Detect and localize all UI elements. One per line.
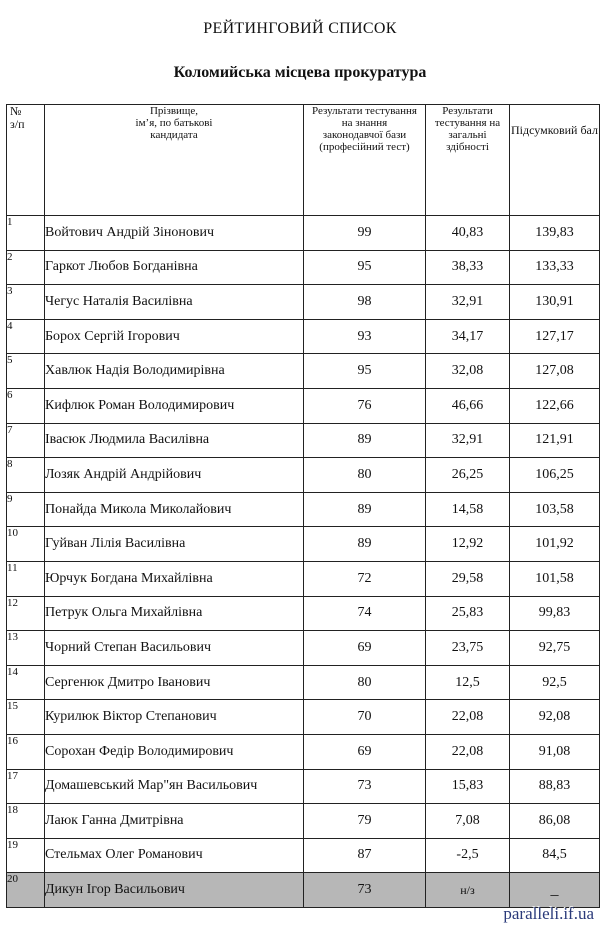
row-num: 4 <box>7 319 45 354</box>
candidate-name: Дикун Ігор Васильович <box>45 873 304 908</box>
total-score: 92,08 <box>510 700 600 735</box>
row-num: 1 <box>7 216 45 251</box>
legal-test-score: 87 <box>304 838 426 873</box>
total-score: 139,83 <box>510 216 600 251</box>
legal-test-score: 80 <box>304 458 426 493</box>
header-name <box>45 105 304 216</box>
candidate-name: Чорний Степан Васильович <box>45 631 304 666</box>
row-num: 15 <box>7 700 45 735</box>
rating-table <box>6 104 600 908</box>
legal-test-score: 79 <box>304 804 426 839</box>
general-test-score: 46,66 <box>426 388 510 423</box>
total-score: 121,91 <box>510 423 600 458</box>
row-num: 18 <box>7 804 45 839</box>
candidate-name: Петрук Ольга Михайлівна <box>45 596 304 631</box>
header-name-label: Прізвище, ім’я, по батькові кандидата <box>135 105 213 141</box>
general-test-score: 29,58 <box>426 561 510 596</box>
table-row <box>7 285 600 320</box>
total-score: 101,92 <box>510 527 600 562</box>
header-general-test-label: Результати тестування на загальні здібності <box>434 105 501 153</box>
total-score: 133,33 <box>510 250 600 285</box>
candidate-name: Лаюк Ганна Дмитрівна <box>45 804 304 839</box>
candidate-name: Чегус Наталія Василівна <box>45 285 304 320</box>
candidate-name: Борох Сергій Ігорович <box>45 319 304 354</box>
general-test-score: 32,91 <box>426 423 510 458</box>
candidate-name: Сергенюк Дмитро Іванович <box>45 665 304 700</box>
table-header-row <box>7 105 600 216</box>
table-row <box>7 250 600 285</box>
row-num: 11 <box>7 561 45 596</box>
legal-test-score: 95 <box>304 354 426 389</box>
legal-test-score: 89 <box>304 527 426 562</box>
row-num: 5 <box>7 354 45 389</box>
general-test-score: н/з <box>426 873 510 908</box>
legal-test-score: 72 <box>304 561 426 596</box>
header-legal-test <box>304 105 426 216</box>
total-score: 86,08 <box>510 804 600 839</box>
legal-test-score: 70 <box>304 700 426 735</box>
general-test-score: -2,5 <box>426 838 510 873</box>
table-row <box>7 838 600 873</box>
total-score: 130,91 <box>510 285 600 320</box>
general-test-score: 12,92 <box>426 527 510 562</box>
table-row <box>7 388 600 423</box>
candidate-name: Войтович Андрій Зінонович <box>45 216 304 251</box>
legal-test-score: 76 <box>304 388 426 423</box>
total-score: 88,83 <box>510 769 600 804</box>
table-row <box>7 665 600 700</box>
row-num: 12 <box>7 596 45 631</box>
table-row <box>7 631 600 666</box>
candidate-name: Івасюк Людмила Василівна <box>45 423 304 458</box>
legal-test-score: 73 <box>304 769 426 804</box>
legal-test-score: 80 <box>304 665 426 700</box>
general-test-score: 23,75 <box>426 631 510 666</box>
header-total <box>510 105 600 216</box>
table-row <box>7 458 600 493</box>
legal-test-score: 95 <box>304 250 426 285</box>
total-score: 127,08 <box>510 354 600 389</box>
row-num: 6 <box>7 388 45 423</box>
total-score: 106,25 <box>510 458 600 493</box>
row-num: 2 <box>7 250 45 285</box>
header-total-label: Підсумковий бал <box>511 123 598 137</box>
table-row <box>7 354 600 389</box>
total-score: 92,5 <box>510 665 600 700</box>
legal-test-score: 99 <box>304 216 426 251</box>
total-score: 84,5 <box>510 838 600 873</box>
table-row <box>7 561 600 596</box>
total-score: 127,17 <box>510 319 600 354</box>
table-row <box>7 769 600 804</box>
general-test-score: 32,08 <box>426 354 510 389</box>
table-row <box>7 700 600 735</box>
candidate-name: Сорохан Федір Володимирович <box>45 734 304 769</box>
site-watermark: paralleli.if.ua <box>503 904 594 923</box>
candidate-name: Понайда Микола Миколайович <box>45 492 304 527</box>
header-num-label: № з/п <box>10 104 25 131</box>
table-row <box>7 492 600 527</box>
table-row <box>7 596 600 631</box>
general-test-score: 26,25 <box>426 458 510 493</box>
candidate-name: Курилюк Віктор Степанович <box>45 700 304 735</box>
general-test-score: 34,17 <box>426 319 510 354</box>
table-row <box>7 216 600 251</box>
total-score: 103,58 <box>510 492 600 527</box>
legal-test-score: 89 <box>304 423 426 458</box>
candidate-name: Хавлюк Надія Володимирівна <box>45 354 304 389</box>
row-num: 10 <box>7 527 45 562</box>
document-subtitle: Коломийська місцева прокуратура <box>173 64 427 81</box>
row-num: 17 <box>7 769 45 804</box>
total-score: 91,08 <box>510 734 600 769</box>
row-num: 16 <box>7 734 45 769</box>
header-general-test <box>426 105 510 216</box>
candidate-name: Лозяк Андрій Андрійович <box>45 458 304 493</box>
candidate-name: Стельмах Олег Романович <box>45 838 304 873</box>
row-num: 8 <box>7 458 45 493</box>
row-num: 14 <box>7 665 45 700</box>
table-row <box>7 527 600 562</box>
total-score: 92,75 <box>510 631 600 666</box>
candidate-name: Кифлюк Роман Володимирович <box>45 388 304 423</box>
header-num <box>7 105 45 216</box>
table-row <box>7 423 600 458</box>
candidate-name: Домашевський Мар"ян Васильович <box>45 769 304 804</box>
general-test-score: 25,83 <box>426 596 510 631</box>
row-num: 3 <box>7 285 45 320</box>
general-test-score: 12,5 <box>426 665 510 700</box>
general-test-score: 14,58 <box>426 492 510 527</box>
general-test-score: 40,83 <box>426 216 510 251</box>
legal-test-score: 93 <box>304 319 426 354</box>
total-score: 101,58 <box>510 561 600 596</box>
general-test-score: 7,08 <box>426 804 510 839</box>
legal-test-score: 74 <box>304 596 426 631</box>
legal-test-score: 69 <box>304 631 426 666</box>
legal-test-score: 73 <box>304 873 426 908</box>
total-score: 122,66 <box>510 388 600 423</box>
row-num: 19 <box>7 838 45 873</box>
general-test-score: 32,91 <box>426 285 510 320</box>
general-test-score: 15,83 <box>426 769 510 804</box>
legal-test-score: 89 <box>304 492 426 527</box>
row-num: 13 <box>7 631 45 666</box>
legal-test-score: 69 <box>304 734 426 769</box>
row-num: 7 <box>7 423 45 458</box>
general-test-score: 38,33 <box>426 250 510 285</box>
candidate-name: Гаркот Любов Богданівна <box>45 250 304 285</box>
legal-test-score: 98 <box>304 285 426 320</box>
table-row <box>7 734 600 769</box>
total-score: 99,83 <box>510 596 600 631</box>
general-test-score: 22,08 <box>426 734 510 769</box>
header-legal-test-label: Результати тестування на знання законодавчої бази (професійний тест) <box>312 105 417 153</box>
table-row <box>7 804 600 839</box>
row-num: 9 <box>7 492 45 527</box>
table-row-highlighted <box>7 873 600 908</box>
candidate-name: Юрчук Богдана Михайлівна <box>45 561 304 596</box>
table-row <box>7 319 600 354</box>
total-score: _ <box>510 873 600 908</box>
document-title: РЕЙТИНГОВИЙ СПИСОК <box>203 20 397 37</box>
candidate-name: Гуйван Лілія Василівна <box>45 527 304 562</box>
row-num: 20 <box>7 873 45 908</box>
general-test-score: 22,08 <box>426 700 510 735</box>
